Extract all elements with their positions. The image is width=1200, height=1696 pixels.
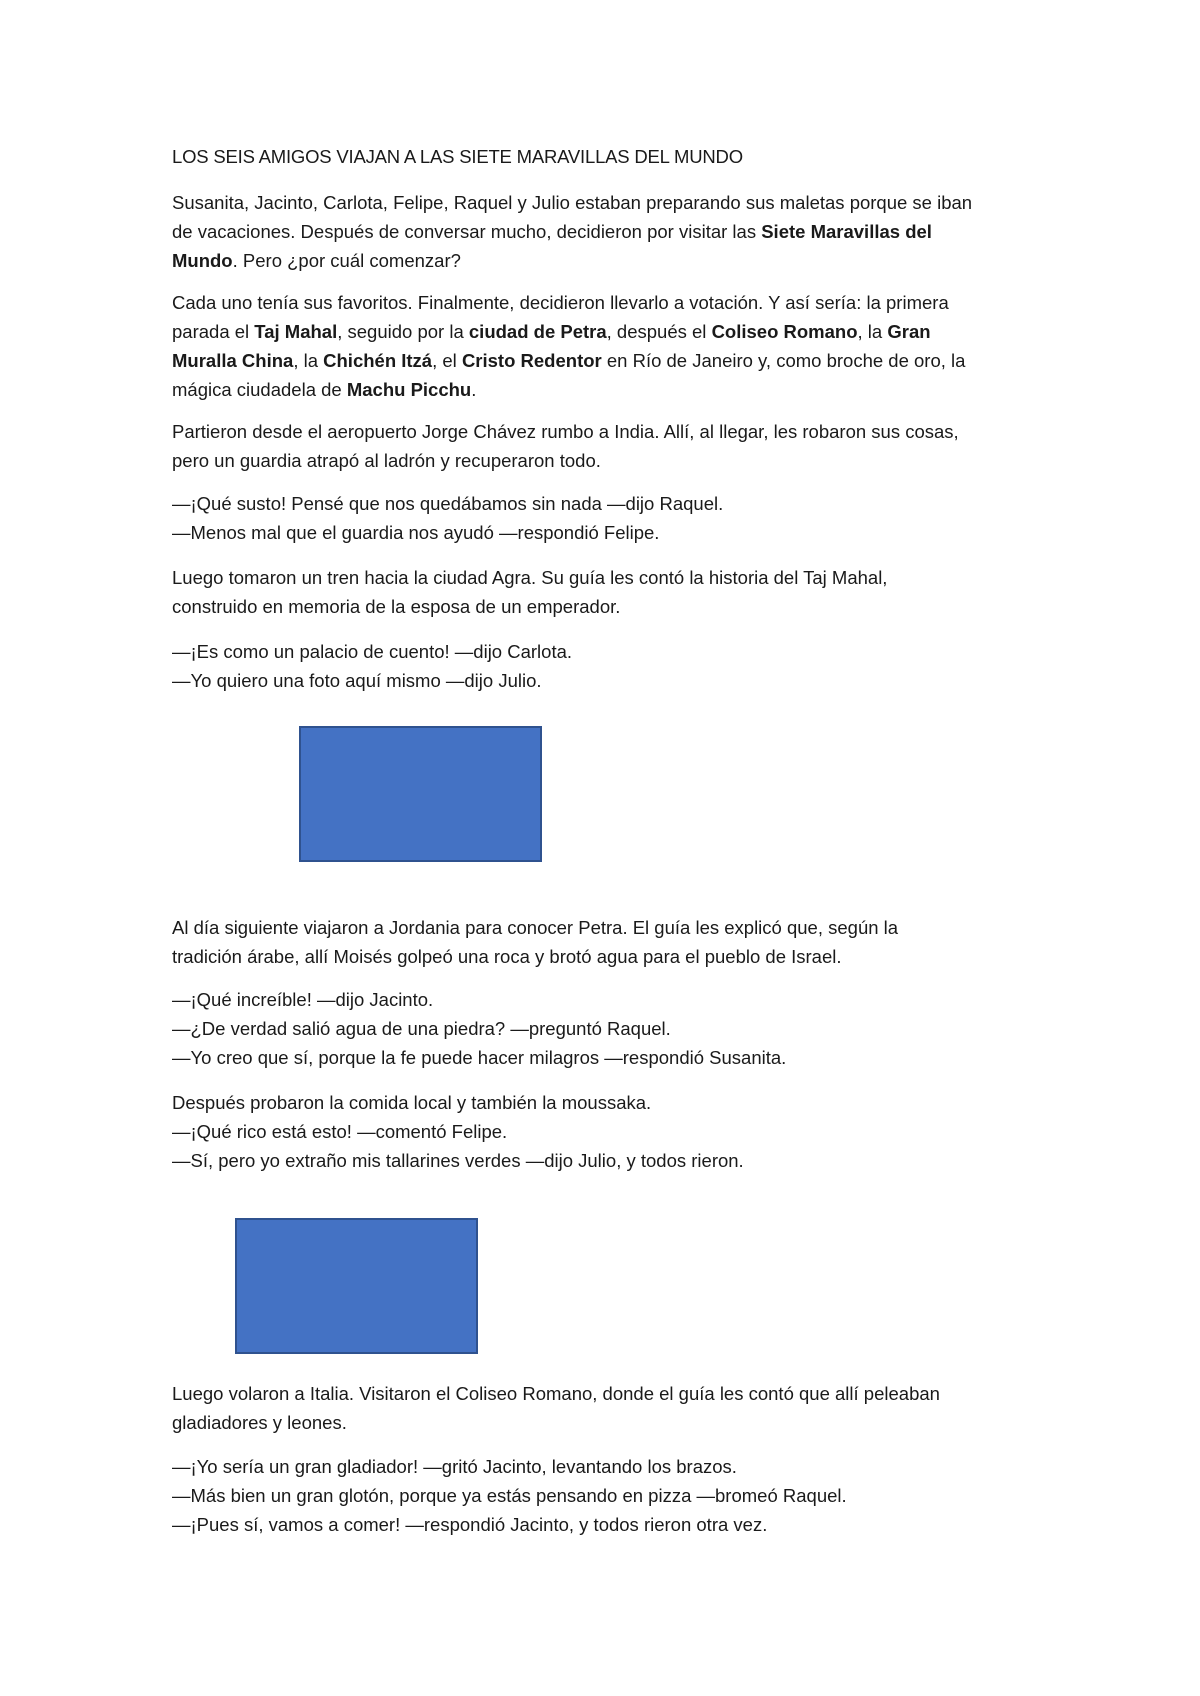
dialogue-line: —¡Qué rico está esto! —comentó Felipe. <box>172 1121 508 1142</box>
text-line: mágica ciudadela de Machu Picchu. <box>172 379 477 400</box>
text-line: gladiadores y leones. <box>172 1412 347 1433</box>
text-line: tradición árabe, allí Moisés golpeó una roca y brotó agua para el pueblo de Israel. <box>172 946 842 967</box>
paragraph-airport <box>172 417 1042 475</box>
bold-text: Siete Maravillas del <box>761 221 932 242</box>
text-line: Luego tomaron un tren hacia la ciudad Agra. Su guía les contó la historia del Taj Mahal, <box>172 567 888 588</box>
paragraph-petra <box>172 913 1042 971</box>
dialogue-line: —¡Pues sí, vamos a comer! —respondió Jacinto, y todos rieron otra vez. <box>172 1514 768 1535</box>
text-line: construido en memoria de la esposa de un emperador. <box>172 596 621 617</box>
paragraph-agra <box>172 563 1042 621</box>
paragraph-vote <box>172 288 1042 404</box>
text-line: Cada uno tenía sus favoritos. Finalmente, decidieron llevarlo a votación. Y así sería: la primera <box>172 292 949 313</box>
text-line: Partieron desde el aeropuerto Jorge Chávez rumbo a India. Allí, al llegar, les robaron sus cosas, <box>172 421 959 442</box>
text-line: parada el Taj Mahal, seguido por la ciudad de Petra, después el Coliseo Romano, la Gran <box>172 321 931 342</box>
text-line: Después probaron la comida local y también la moussaka. <box>172 1092 652 1113</box>
paragraph-italy <box>172 1379 1042 1437</box>
bold-text: Mundo <box>172 250 233 271</box>
dialogue-line: —Yo creo que sí, porque la fe puede hacer milagros —respondió Susanita. <box>172 1047 787 1068</box>
text-line: pero un guardia atrapó al ladrón y recuperaron todo. <box>172 450 601 471</box>
dialogue-line: —Menos mal que el guardia nos ayudó —respondió Felipe. <box>172 522 660 543</box>
text-line: Susanita, Jacinto, Carlota, Felipe, Raquel y Julio estaban preparando sus maletas porque se iban <box>172 192 973 213</box>
document-title: LOS SEIS AMIGOS VIAJAN A LAS SIETE MARAVILLAS DEL MUNDO <box>172 146 743 167</box>
text-line: Luego volaron a Italia. Visitaron el Coliseo Romano, donde el guía les contó que allí peleaban <box>172 1383 940 1404</box>
dialogue-1 <box>172 489 1042 547</box>
paragraph-food <box>172 1088 1042 1175</box>
dialogue-line: —¿De verdad salió agua de una piedra? —preguntó Raquel. <box>172 1018 671 1039</box>
dialogue-2 <box>172 637 1042 695</box>
text-line: Al día siguiente viajaron a Jordania para conocer Petra. El guía les explicó que, según la <box>172 917 899 938</box>
dialogue-line: —Sí, pero yo extraño mis tallarines verdes —dijo Julio, y todos rieron. <box>172 1150 744 1171</box>
dialogue-line: —¡Es como un palacio de cuento! —dijo Carlota. <box>172 641 573 662</box>
dialogue-3 <box>172 985 1042 1072</box>
dialogue-line: —Yo quiero una foto aquí mismo —dijo Julio. <box>172 670 542 691</box>
text-line: de vacaciones. Después de conversar mucho, decidieron por visitar las Siete Maravillas del <box>172 221 932 242</box>
dialogue-line: —¡Qué susto! Pensé que nos quedábamos sin nada —dijo Raquel. <box>172 493 724 514</box>
text-line: Mundo. Pero ¿por cuál comenzar? <box>172 250 461 271</box>
paragraph-intro <box>172 188 1042 275</box>
dialogue-4 <box>172 1452 1042 1539</box>
dialogue-line: —Más bien un gran glotón, porque ya estás pensando en pizza —bromeó Raquel. <box>172 1485 847 1506</box>
image-placeholder-shape[interactable] <box>299 726 542 862</box>
text-line: Muralla China, la Chichén Itzá, el Cristo Redentor en Río de Janeiro y, como broche de oro, la <box>172 350 966 371</box>
dialogue-line: —¡Qué increíble! —dijo Jacinto. <box>172 989 434 1010</box>
dialogue-line: —¡Yo sería un gran gladiador! —gritó Jacinto, levantando los brazos. <box>172 1456 737 1477</box>
image-placeholder-shape[interactable] <box>235 1218 478 1354</box>
